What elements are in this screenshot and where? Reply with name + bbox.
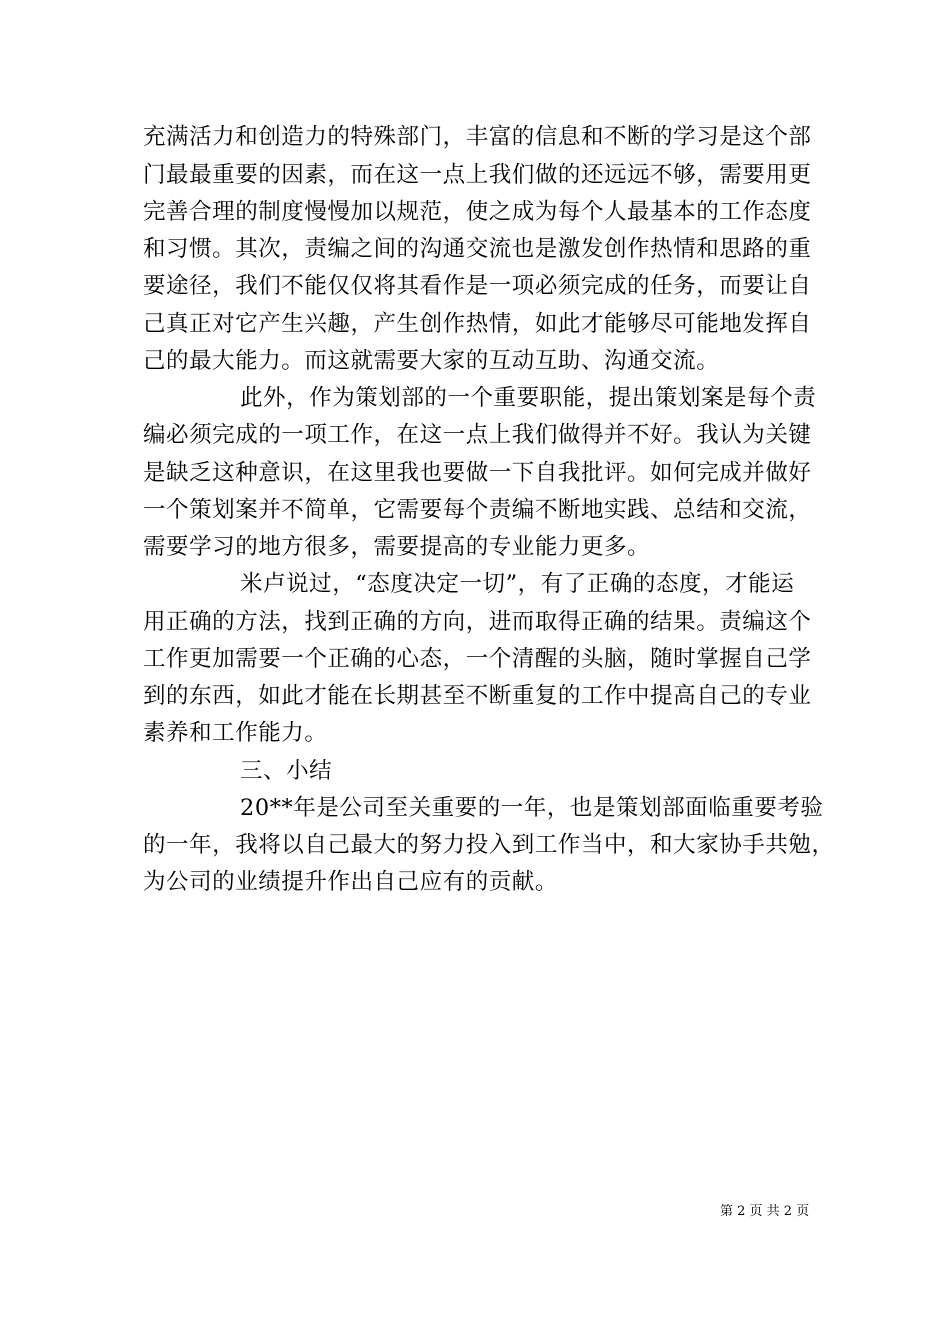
page-number-footer: 第 2 页 共 2 页 (720, 1204, 810, 1219)
paragraph-first-line: 20**年是公司至关重要的一年，也是策划部面临重要考验 (240, 795, 824, 821)
body-line: 是缺乏这种意识，在这里我也要做一下自我批评。如何完成并做好 (143, 460, 812, 486)
body-line: 完善合理的制度慢慢加以规范，使之成为每个人最基本的工作态度 (143, 199, 812, 225)
body-line: 需要学习的地方很多，需要提高的专业能力更多。 (143, 534, 651, 560)
body-line: 一个策划案并不简单，它需要每个责编不断地实践、总结和交流， (143, 497, 812, 523)
body-line: 素养和工作能力。 (143, 720, 328, 746)
body-line: 充满活力和创造力的特殊部门，丰富的信息和不断的学习是这个部 (143, 124, 812, 150)
body-line: 己真正对它产生兴趣，产生创作热情，如此才能够尽可能地发挥自 (143, 311, 812, 337)
section-heading: 三、小结 (240, 758, 333, 784)
body-line: 门最最重要的因素，而在这一点上我们做的还远远不够，需要用更 (143, 162, 812, 188)
body-line: 到的东西，如此才能在长期甚至不断重复的工作中提高自己的专业 (143, 683, 812, 709)
body-line: 要途径，我们不能仅仅将其看作是一项必须完成的任务，而要让自 (143, 273, 812, 299)
body-line: 编必须完成的一项工作，在这一点上我们做得并不好。我认为关键 (143, 422, 812, 448)
body-line: 的一年，我将以自己最大的努力投入到工作当中，和大家协手共勉， (143, 832, 835, 858)
paragraph-first-line: 米卢说过，“态度决定一切”，有了正确的态度，才能运 (240, 571, 795, 597)
paragraph-first-line: 此外，作为策划部的一个重要职能，提出策划案是每个责 (240, 385, 817, 411)
body-line: 为公司的业绩提升作出自己应有的贡献。 (143, 869, 558, 895)
body-line: 工作更加需要一个正确的心态，一个清醒的头脑，随时掌握自己学 (143, 646, 812, 672)
body-line: 和习惯。其次，责编之间的沟通交流也是激发创作热情和思路的重 (143, 236, 812, 262)
body-line: 用正确的方法，找到正确的方向，进而取得正确的结果。责编这个 (143, 609, 812, 635)
body-line: 己的最大能力。而这就需要大家的互动互助、沟通交流。 (143, 348, 720, 374)
